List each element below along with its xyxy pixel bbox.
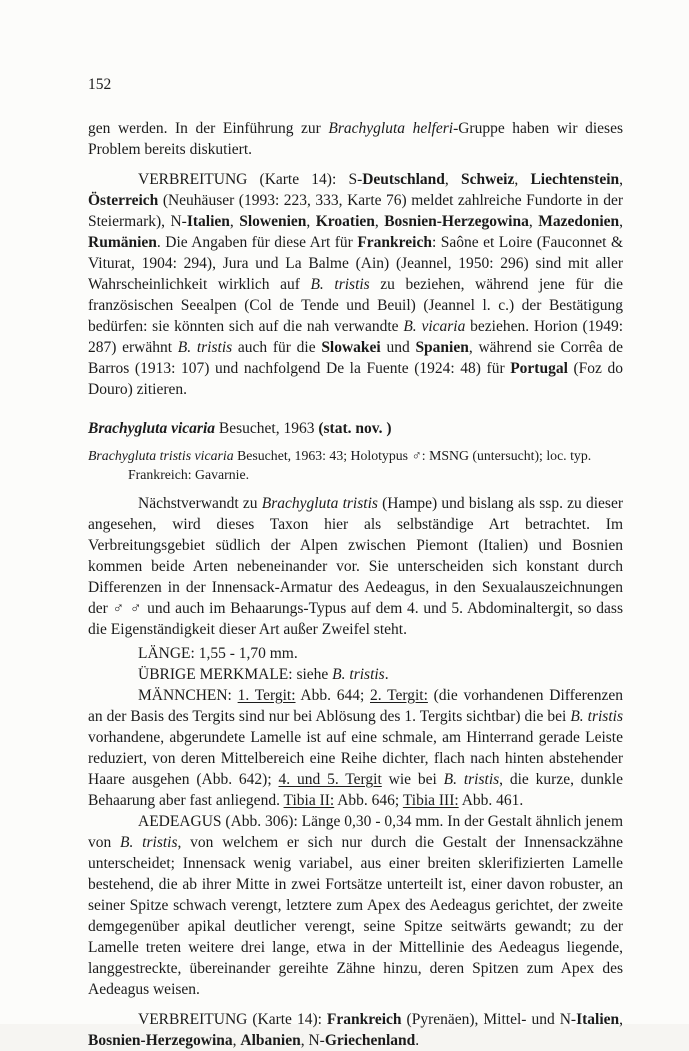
paragraph-aedeagus: AEDEAGUS (Abb. 306): Länge 0,30 - 0,34 mm. In der Gestalt ähnlich jenem von B. tristis, von welchem er sich nur durch die Gestalt der Innensackzähne unterscheidet; Innensack wenig variabel, aus einer breiten sklerifizierten Lamelle bestehend, die ab ihrer Mitte in zwei Fortsätze unterteilt ist, einer davon robuster, an seiner Spitze schwach verengt, letztere zum Apex des Aedeagus gerichtet, der zweite demgegenüber apikal deutlicher verengt, seine Spitze seitwärts gewandt; zu der Lamelle treten weitere drei lange, etwa in der Mittellinie des Aedeagus liegende, langgestreckte, übereinander gereihte Zähne hinzu, deren Spitzen zum Apex des Aedeagus weisen. [88,813,623,998]
line-laenge: LÄNGE: 1,55 - 1,70 mm. [138,645,298,662]
synonymy-entry: Brachygluta tristis vicaria Besuchet, 1963: 43; Holotypus ♂: MSNG (untersucht); loc. typ. Frankreich: Gavarnie. [88,448,592,482]
paragraph-description: Nächstverwandt zu Brachygluta tristis (Hampe) und bislang als ssp. zu dieser angesehen, wird dieses Taxon hier als selbständige Art betrachtet. Im Verbreitungsgebiet südlich der Alpen zwischen Piemont (Italien) und Bosnien kommen beide Arten nebeneinander vor. Sie unterscheiden sich konstant durch Differenzen in der Innensack-Armatur des Aedeagus, in den Sexualauszeichnungen der ♂ ♂ und auch im Behaarungs-Typus auf dem 4. und 5. Abdominaltergit, so dass die Eigenständigkeit dieser Art außer Zweifel steht. [88,495,624,638]
paragraph-maennchen: MÄNNCHEN: 1. Tergit: Abb. 644; 2. Tergit: (die vorhandenen Differenzen an der Basis des Tergits sind nur bei Ablösung des 1. Tergits sichtbar) die bei B. tristis vorhandene, abgerundete Lamelle ist auf eine schmale, am Hinterrand gerade Leiste reduziert, von deren Mittelbereich eine Reihe dichter, flach nach hinten abstehender Haare ausgehen (Abb. 642); 4. und 5. Tergit wie bei B. tristis, die kurze, dunkle Behaarung aber fast anliegend. Tibia II: Abb. 646; Tibia III: Abb. 461. [88,687,623,809]
line-uebrige-merkmale: ÜBRIGE MERKMALE: siehe B. tristis. [138,666,389,683]
species-heading: Brachygluta vicaria Besuchet, 1963 (stat. nov. ) [88,420,392,437]
paragraph-intro: gen werden. In der Einführung zur Brachygluta helferi-Gruppe haben wir dieses Problem bereits diskutiert. [88,120,623,158]
paragraph-distribution-vicaria: VERBREITUNG (Karte 14): Frankreich (Pyrenäen), Mittel- und N-Italien, Bosnien-Herzegowina, Albanien, N-Griechenland. [88,1011,623,1049]
paragraph-distribution-tristis: VERBREITUNG (Karte 14): S-Deutschland, Schweiz, Liechtenstein, Österreich (Neuhäuser (1993: 223, 333, Karte 76) meldet zahlreiche Fundorte in der Steiermark), N-Italien, Slowenien, Kroatien, Bosnien-Herzegowina, Mazedonien, Rumänien. Die Angaben für diese Art für Frankreich: Saône et Loire (Fauconnet & Viturat, 1904: 294), Jura und La Balme (Ain) (Jeannel, 1950: 296) sind mit aller Wahrscheinlichkeit wirklich auf B. tristis zu beziehen, während jene für die französischen Seealpen (Col de Tende und Beuil) (Jeannel l. c.) der Bestätigung bedürfen: sie könnten sich auf die nah verwandte B. vicaria beziehen. Horion (1949: 287) erwähnt B. tristis auch für die Slowakei und Spanien, während sie Corrêa de Barros (1913: 107) und nachfolgend De la Fuente (1924: 48) für Portugal (Foz do Douro) zitieren. [88,171,623,398]
page-number: 152 [88,76,112,93]
